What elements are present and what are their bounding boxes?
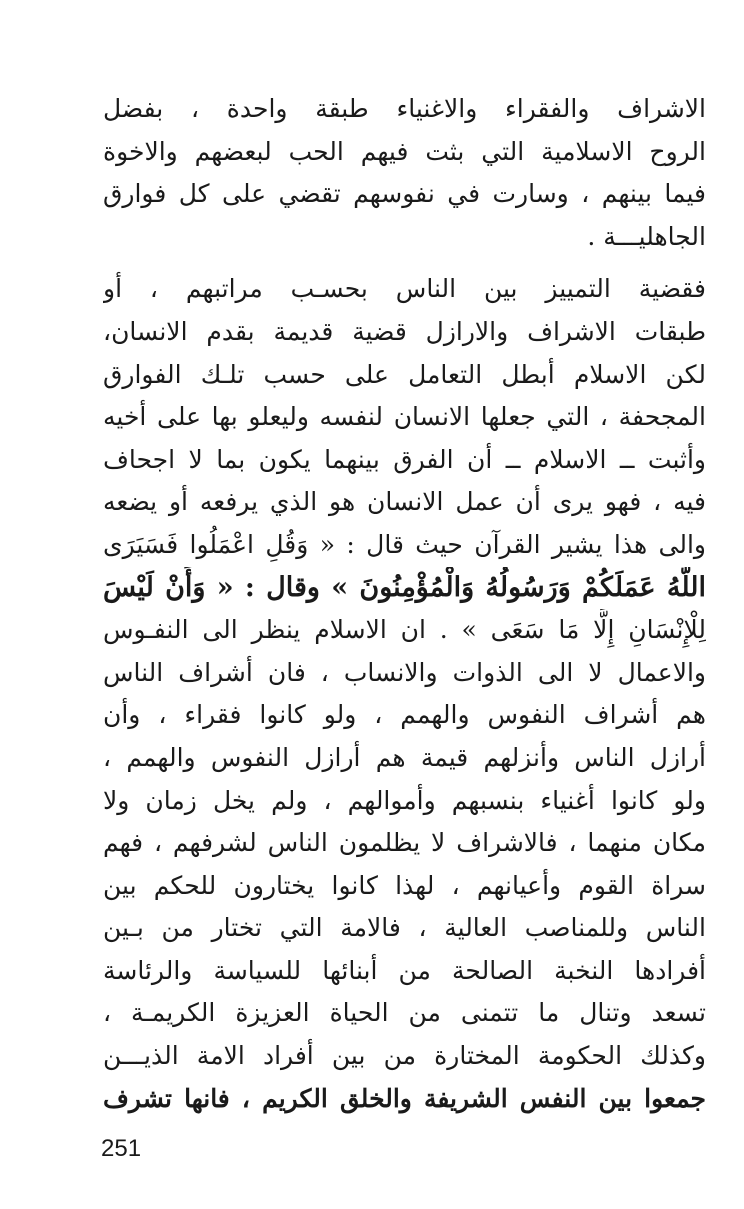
text-line: تسعد وتنال ما تتمنى من الحياة العزيزة الكريمـة ، (103, 998, 706, 1028)
quran-quote-line: اللَّهُ عَمَلَكُمْ وَرَسُولُهُ وَالْمُؤْمِنُونَ » وقال : « وَأَنْ لَيْسَ (103, 571, 706, 603)
text-line: هم أشراف النفوس والهمم ، ولو كانوا فقراء ، وأن (103, 700, 706, 730)
paragraph-2 (103, 268, 706, 1120)
text-line: الاشراف والفقراء والاغنياء طبقة واحدة ، بفضل (103, 94, 706, 123)
text-line: فيما بينهم ، وسارت في نفوسهم تقضي على كل فوارق (103, 179, 706, 209)
page-number: 251 (101, 1135, 142, 1162)
text-line: الناس وللمناصب العالية ، فالامة التي تختار من بـين (103, 913, 706, 943)
text-line: فقضية التمييز بين الناس بحسـب مراتبهم ، أو (103, 274, 706, 304)
quran-quote-line: لِلْإِنْسَانِ إِلَّا مَا سَعَى » . ان الاسلام ينظر الى النفـوس (103, 615, 706, 645)
text-line: الجاهليـــة . (587, 221, 706, 251)
text-line: ولو كانوا أغنياء بنسبهم وأموالهم ، ولم يخل زمان ولا (103, 785, 706, 815)
text-line: طبقات الاشراف والارازل قضية قديمة بقدم الانسان، (103, 316, 706, 346)
text-line: وأثبت ــ الاسلام ــ أن الفرق بينهما يكون بما لا اجحاف (103, 444, 706, 474)
text-line: سراة القوم وأعيانهم ، لهذا كانوا يختارون للحكم بين (103, 870, 706, 900)
text-line: لكن الاسلام أبطل التعامل على حسب تلـك الفوارق (103, 359, 706, 389)
text-line: والاعمال لا الى الذوات والانساب ، فان أشراف الناس (103, 657, 706, 687)
paragraph-gap (103, 258, 706, 268)
paragraph-1 (103, 88, 706, 258)
text-line: الروح الاسلامية التي بثت فيهم الحب لبعضهم والاخوة (103, 136, 706, 166)
text-line: المجحفة ، التي جعلها الانسان لنفسه وليعلو بها على أخيه (103, 402, 706, 432)
text-line: وكذلك الحكومة المختارة من بين أفراد الامة الذيـــن (103, 1041, 706, 1071)
text-line: أرازل الناس وأنزلهم قيمة هم أرازل النفوس والهمم ، (103, 742, 706, 772)
page-text (103, 88, 706, 1120)
text-line: مكان منهما ، فالاشراف لا يظلمون الناس لشرفهم ، فهم (103, 828, 706, 858)
quran-quote-line: والى هذا يشير القرآن حيث قال : « وَقُلِ اعْمَلُوا فَسَيَرَى (103, 529, 706, 559)
text-line: جمعوا بين النفس الشريفة والخلق الكريم ، فانها تشرف (103, 1083, 706, 1113)
text-line: فيه ، فهو يرى أن عمل الانسان هو الذي يرفعه أو يضعه (103, 487, 706, 517)
text-line: أفرادها النخبة الصالحة من أبنائها للسياسة والرئاسة (103, 955, 706, 985)
